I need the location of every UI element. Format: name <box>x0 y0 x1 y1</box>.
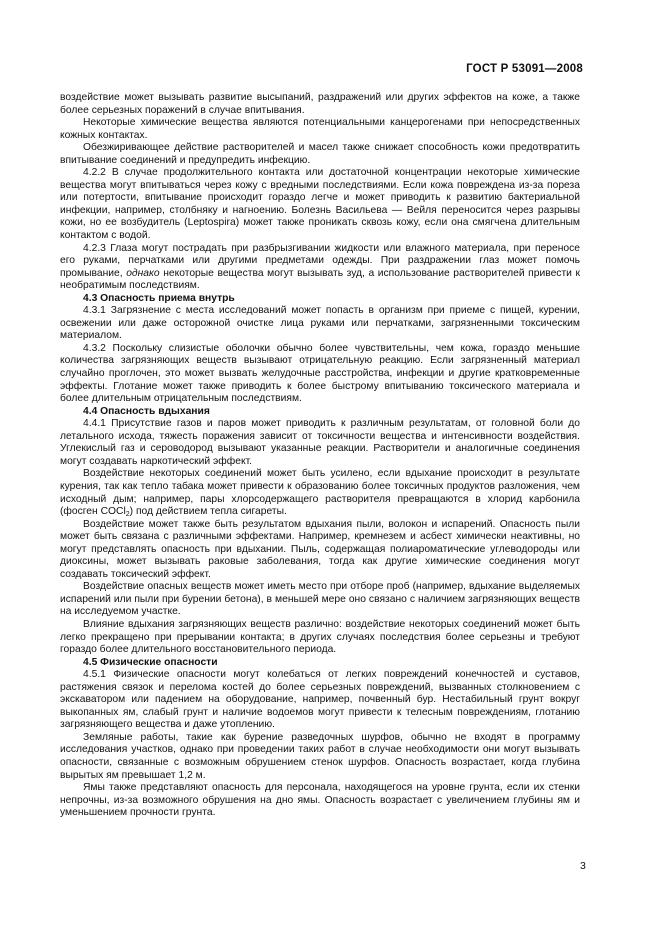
paragraph: Воздействие опасных веществ может иметь место при отборе проб (например, вдыхание выделяемых испарений или пыли при бурении бетона), в меньшей мере оно связано с наличием загрязняющих веществ на исследуемом участке. <box>60 581 580 618</box>
document-id: ГОСТ Р 53091—2008 <box>466 63 583 75</box>
paragraph: воздействие может вызывать развитие высыпаний, раздражений или других эффектов на коже, а также более серьезных поражений в случае впитывания. <box>60 92 580 116</box>
subscript: 2 <box>125 511 130 519</box>
text-run: Воздействие некоторых соединений может быть усилено, если вдыхание происходит в результате курения, так как тепло табака может привести к образованию более токсичных продуктов разложения, чем исходный дым; например, пары хлорсодержащего растворителя превращаются в хлорид карбонила (фосген COCl <box>60 468 580 518</box>
text-run: 4.2.3 Глаза могут пострадать при разбрызгивании жидкости или влажного материала, при переносе его руками, перчатками или другими предметами одежды. При раздражении глаз может помочь промывание, <box>60 242 580 279</box>
paragraph: Ямы также представляют опасность для персонала, находящегося на уровне грунта, если их стенки непрочны, из-за возможного обрушения на дно ямы. Опасность возрастает с увеличением глубины ям и уменьшением прочности грунта. <box>60 782 580 819</box>
page-number: 3 <box>580 860 586 872</box>
paragraph: Некоторые химические вещества являются потенциальными канцерогенами при непосредственных кожных контактах. <box>60 117 580 141</box>
paragraph-4-3-2: 4.3.2 Поскольку слизистые оболочки обычно более чувствительны, чем кожа, гораздо меньшие количества загрязняющих веществ вызывают отрицательную реакцию. Если загрязненный материал случайно проглочен, это может вызвать желудочные расстройства, инфекции и другие кратковременные эффекты. Глотание может также приводить к более быстрому впитыванию токсического материала и более длительным отрицательным последствиям. <box>60 342 580 405</box>
paragraph-4-2-3 <box>60 243 580 293</box>
paragraph: Воздействие может также быть результатом вдыхания пыли, волокон и испарений. Опасность пыли может быть связана с различными эффектами. Например, кремнезем и асбест химически неактивны, но могут представлять опасность при вдыхании. Пыль, содержащая полиароматические углеводороды или диоксины, может вызывать раковые заболевания, тогда как другие химические соединения могут создавать токсический эффект. <box>60 518 580 580</box>
section-heading-4-4: 4.4 Опасность вдыхания <box>83 405 210 417</box>
section-heading-4-5: 4.5 Физические опасности <box>83 656 218 668</box>
paragraph: Земляные работы, такие как бурение разведочных шурфов, обычно не входят в программу исследования участков, однако при проведении таких работ в случае необходимости они могут вызывать опасности, связанные с возможным обрушением стенок шурфов. Опасность возрастает, когда глубина вырытых ям превышает 1,2 м. <box>60 731 580 781</box>
paragraph-4-5-1: 4.5.1 Физические опасности могут колебаться от легких повреждений конечностей и суставов, растяжения связок и перелома костей до более серьезных повреждений, вызванных столкновением с экскаватором или падением на оборудование, например, почвенный бур. Нестабильный грунт вокруг выкопанных ям, слабый грунт и наличие водоемов могут привести к телесным повреждениям, глотанию загрязняющего вещества и даже утоплению. <box>60 669 580 731</box>
paragraph-4-2-2: 4.2.2 В случае продолжительного контакта или достаточной концентрации некоторые химические вещества могут впитываться через кожу с вредными последствиями. Если кожа повреждена из-за пореза или потертости, впитывание происходит гораздо легче и может приводить к развитию бактериальной инфекции, например, столбняку и нагноению. Болезнь Васильева — Вейля переносится через разрывы кожи, но ее возбудитель (Leptospira) может также проникать сквозь кожу, если она смягчена длительным контактом с водой. <box>60 167 580 242</box>
paragraph-4-3-1: 4.3.1 Загрязнение с места исследований может попасть в организм при приеме с пищей, курении, освежении или даже осторожной очистке лица руками или перчатками, загрязненными токсическим материалом. <box>60 305 580 342</box>
paragraph: Влияние вдыхания загрязняющих веществ различно: воздействие некоторых соединений может быть легко прекращено при прерывании контакта; в других случаях последствия более серьезны и требуют гораздо более длительного восстановительного периода. <box>60 618 580 656</box>
paragraph: Обезжиривающее действие растворителей и масел также снижает способность кожи предотвратить впитывание соединений и предупредить инфекцию. <box>60 142 580 166</box>
text-run: ) под действием тепла сигареты. <box>129 506 287 518</box>
paragraph <box>60 468 580 518</box>
section-heading-4-3: 4.3 Опасность приема внутрь <box>83 292 235 304</box>
italic-word: однако <box>126 267 160 279</box>
text-run: некоторые вещества могут вызывать зуд, а использование растворителей привести к необратимым последствиям. <box>60 267 580 292</box>
document-body <box>60 92 580 820</box>
paragraph-4-4-1: 4.4.1 Присутствие газов и паров может приводить к различным результатам, от головной боли до летального исхода, тяжесть поражения зависит от токсичности вещества и интенсивности воздействия. Углекислый газ и сероводород вызывают указанные реакции. Растворители и аналогичные соединения могут создавать наркотический эффект. <box>60 418 580 467</box>
